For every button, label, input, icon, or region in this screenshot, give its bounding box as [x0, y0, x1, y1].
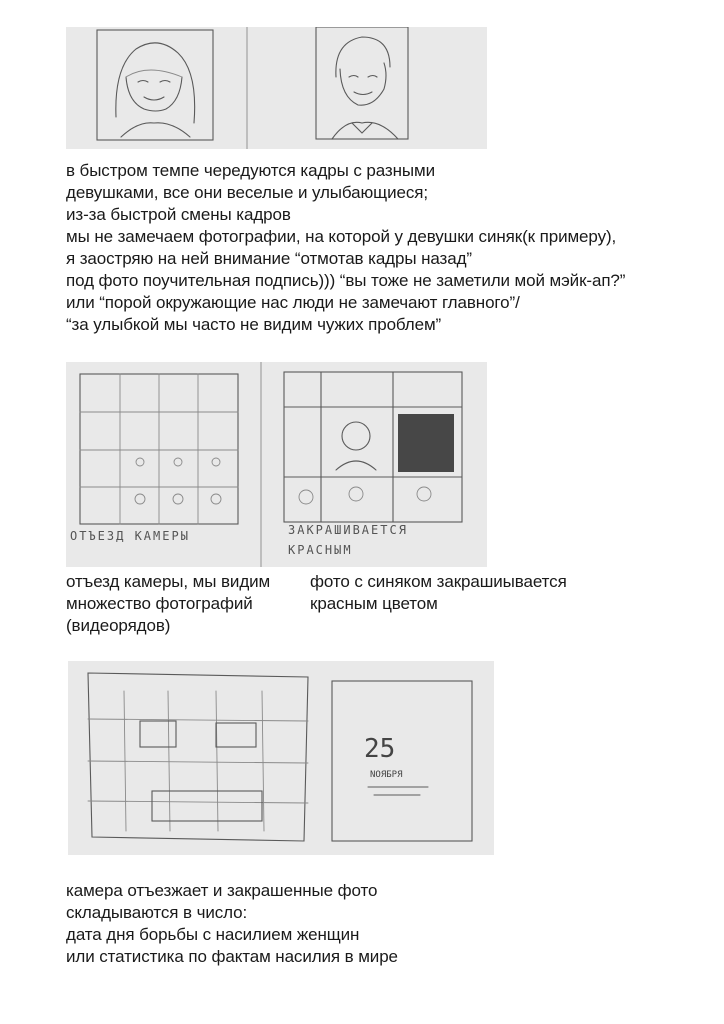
- caption-left: [66, 571, 270, 637]
- text-line: или “порой окружающие нас люди не замечают главного”/: [66, 293, 520, 312]
- grids-drawing: [66, 362, 487, 567]
- sketch-right-caption-1: ЗАКРАШИВАЕТСЯ: [288, 523, 408, 537]
- portraits-drawing: [66, 27, 487, 149]
- text-line: “за улыбкой мы часто не видим чужих проблем”: [66, 315, 442, 334]
- sketch-right-caption-2: КРАСНЫМ: [288, 543, 353, 557]
- text-line: отъезд камеры, мы видим: [66, 572, 271, 591]
- text-line: (видеорядов): [66, 616, 171, 635]
- caption-right: [310, 571, 567, 615]
- text-line: или статистика по фактам насилия в мире: [66, 947, 398, 966]
- text-line: дата дня борьбы с насилием женщин: [66, 925, 360, 944]
- sketch-left-caption: ОТЪЕЗД КАМЕРЫ: [70, 529, 190, 543]
- number-drawing: [68, 661, 494, 855]
- text-line: фото с синяком закрашиывается: [310, 572, 567, 591]
- text-line: в быстром темпе чередуются кадры с разными: [66, 161, 436, 180]
- text-line: красным цветом: [310, 594, 438, 613]
- sketch-grids: [66, 362, 487, 567]
- sketch-portraits: [66, 27, 487, 149]
- sketch-number-text: 25: [364, 734, 396, 764]
- sketch-month-text: NOЯБРЯ: [370, 770, 403, 780]
- sketch-number: [68, 661, 494, 855]
- text-line: девушками, все они веселые и улыбающиеся;: [66, 183, 428, 202]
- text-line: камера отъезжает и закрашенные фото: [66, 881, 378, 900]
- text-line: я заостряю на ней внимание “отмотав кадры назад”: [66, 249, 472, 268]
- text-line: под фото поучительная подпись))) “вы тоже не заметили мой мэйк-ап?”: [66, 271, 626, 290]
- description-block-3: [66, 880, 398, 968]
- text-line: мы не замечаем фотографии, на которой у девушки синяк(к примеру),: [66, 227, 617, 246]
- description-block-1: [66, 160, 625, 336]
- text-line: множество фотографий: [66, 594, 253, 613]
- text-line: складываются в число:: [66, 903, 248, 922]
- text-line: из-за быстрой смены кадров: [66, 205, 291, 224]
